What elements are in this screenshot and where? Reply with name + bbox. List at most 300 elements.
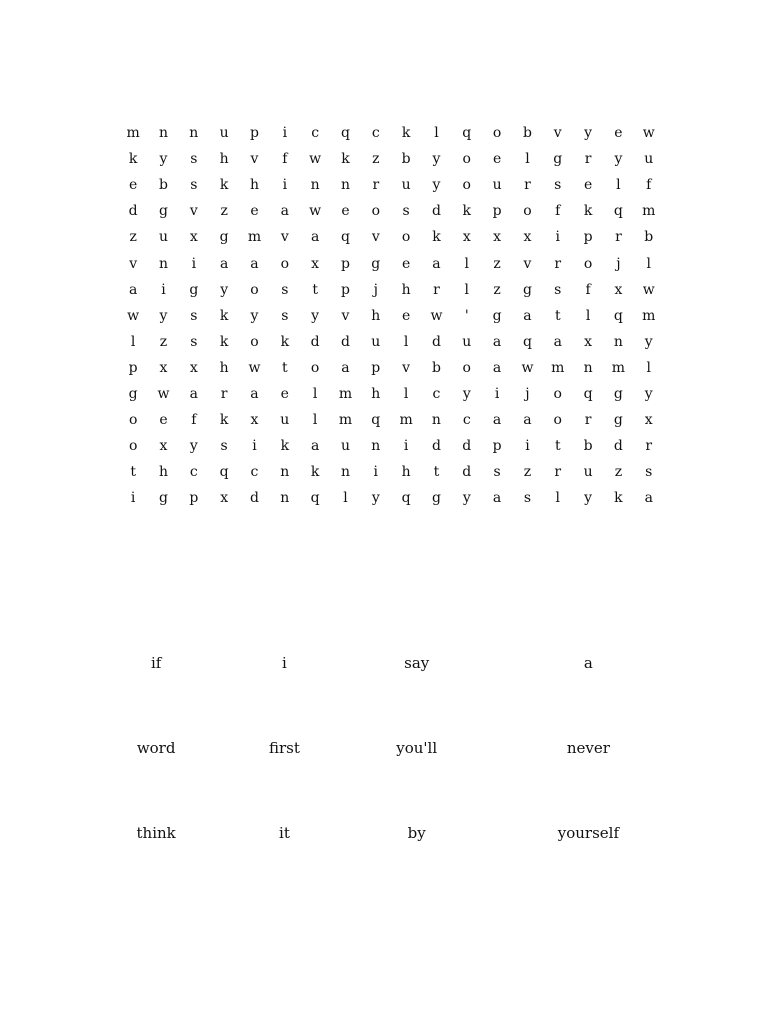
grid-letter: h <box>371 307 381 324</box>
grid-letter: u <box>219 125 229 142</box>
grid-letter: k <box>219 307 229 324</box>
grid-letter: z <box>493 281 501 298</box>
grid-letter: l <box>464 255 470 272</box>
grid-letter: d <box>431 333 441 350</box>
grid-letter: o <box>128 438 138 455</box>
grid-letter: y <box>189 438 198 455</box>
grid-row <box>118 120 664 146</box>
grid-letter: a <box>432 255 441 272</box>
grid-letter: m <box>338 412 353 429</box>
grid-letter: z <box>129 229 137 246</box>
grid-letter: o <box>250 333 259 350</box>
grid-letter: s <box>402 203 410 220</box>
grid-letter: p <box>371 359 381 376</box>
grid-letter: x <box>614 281 623 298</box>
grid-letter: x <box>250 412 259 429</box>
grid-letter: y <box>462 385 471 402</box>
grid-letter: k <box>310 464 320 481</box>
grid-letter: w <box>157 385 170 402</box>
grid-letter: l <box>434 125 439 142</box>
grid-letter: l <box>646 359 651 376</box>
grid-letter: s <box>190 151 198 168</box>
grid-letter: g <box>613 385 623 402</box>
grid-letter: a <box>492 359 502 376</box>
grid-letter: x <box>189 229 198 246</box>
grid-row <box>118 433 664 459</box>
grid-letter: l <box>555 490 560 507</box>
grid-letter: a <box>310 438 320 455</box>
grid-letter: l <box>616 177 621 194</box>
grid-letter: l <box>343 490 348 507</box>
grid-letter: n <box>431 412 441 429</box>
grid-letter: v <box>129 255 138 272</box>
grid-letter: v <box>523 255 532 272</box>
grid-letter: t <box>433 464 440 481</box>
grid-letter: f <box>191 412 197 429</box>
grid-letter: j <box>525 385 530 402</box>
grid-letter: i <box>373 464 379 481</box>
grid-row <box>118 355 664 381</box>
grid-row <box>118 250 664 276</box>
grid-letter: q <box>371 412 381 429</box>
grid-letter: j <box>616 255 621 272</box>
grid-letter: z <box>614 464 623 481</box>
grid-letter: o <box>462 177 471 194</box>
grid-letter: a <box>250 385 259 402</box>
grid-letter: l <box>403 333 409 350</box>
grid-letter: s <box>190 177 198 194</box>
grid-letter: u <box>371 333 381 350</box>
grid-letter: x <box>311 255 320 272</box>
grid-letter: x <box>159 359 168 376</box>
grid-letter: w <box>521 359 534 376</box>
grid-row <box>118 277 664 303</box>
grid-row <box>118 303 664 329</box>
grid-letter: p <box>340 255 350 272</box>
grid-letter: q <box>522 333 532 350</box>
grid-letter: a <box>310 229 320 246</box>
grid-letter: p <box>492 203 502 220</box>
grid-letter: x <box>159 438 168 455</box>
grid-letter: u <box>401 177 411 194</box>
grid-letter: f <box>585 281 591 298</box>
grid-letter: k <box>219 333 229 350</box>
grid-letter: j <box>373 281 378 298</box>
grid-letter: o <box>492 125 502 142</box>
grid-letter: k <box>462 203 472 220</box>
grid-letter: n <box>189 125 199 142</box>
grid-letter: m <box>338 385 353 402</box>
grid-letter: p <box>340 281 350 298</box>
grid-letter: m <box>399 412 413 429</box>
grid-letter: q <box>613 203 623 220</box>
grid-letter: u <box>340 438 350 455</box>
grid-letter: i <box>282 177 288 194</box>
word-bank-item: i <box>282 653 287 672</box>
grid-letter: a <box>250 255 259 272</box>
grid-letter: k <box>128 151 138 168</box>
grid-row <box>118 381 664 407</box>
grid-letter: k <box>432 229 441 246</box>
grid-letter: y <box>644 333 653 350</box>
grid-letter: x <box>644 412 653 429</box>
grid-letter: i <box>282 125 288 142</box>
grid-letter: a <box>492 412 502 429</box>
grid-letter: q <box>219 464 229 481</box>
word-bank-item: it <box>279 823 290 842</box>
grid-letter: e <box>280 385 289 402</box>
grid-letter: k <box>614 490 623 507</box>
grid-letter: v <box>371 229 380 246</box>
grid-letter: t <box>130 464 136 481</box>
grid-letter: v <box>341 307 350 324</box>
grid-letter: x <box>493 229 502 246</box>
grid-letter: z <box>493 255 501 272</box>
grid-letter: y <box>462 490 471 507</box>
grid-letter: h <box>219 151 229 168</box>
grid-letter: d <box>613 438 623 455</box>
grid-letter: g <box>159 490 168 507</box>
grid-letter: y <box>432 177 441 194</box>
grid-letter: c <box>250 464 259 481</box>
grid-letter: l <box>130 333 136 350</box>
grid-row <box>118 407 664 433</box>
grid-letter: n <box>613 333 623 350</box>
grid-letter: a <box>553 333 562 350</box>
grid-letter: k <box>280 438 290 455</box>
grid-letter: i <box>252 438 257 455</box>
grid-letter: l <box>464 281 470 298</box>
grid-letter: c <box>311 125 320 142</box>
grid-letter: g <box>613 412 623 429</box>
grid-letter: i <box>525 438 530 455</box>
grid-letter: y <box>432 151 441 168</box>
grid-letter: y <box>159 151 168 168</box>
grid-letter: s <box>281 281 289 298</box>
grid-letter: a <box>523 307 532 324</box>
grid-letter: i <box>130 490 136 507</box>
grid-letter: s <box>190 307 198 324</box>
grid-letter: r <box>524 177 531 194</box>
grid-letter: e <box>341 203 350 220</box>
word-bank-row <box>92 620 692 705</box>
grid-letter: h <box>219 359 229 376</box>
grid-letter: u <box>280 412 290 429</box>
word-bank-item: think <box>136 823 176 842</box>
word-bank-item: never <box>566 738 610 757</box>
grid-letter: k <box>280 333 290 350</box>
grid-letter: h <box>158 464 168 481</box>
grid-letter: o <box>401 229 411 246</box>
grid-letter: y <box>644 385 653 402</box>
grid-letter: h <box>371 385 381 402</box>
grid-letter: y <box>311 307 320 324</box>
grid-letter: l <box>403 385 409 402</box>
grid-letter: r <box>615 229 622 246</box>
grid-letter: e <box>401 307 411 324</box>
grid-letter: y <box>584 490 593 507</box>
grid-letter: d <box>249 490 259 507</box>
grid-letter: h <box>249 177 259 194</box>
grid-letter: a <box>644 490 653 507</box>
grid-letter: n <box>280 464 290 481</box>
grid-letter: g <box>431 490 441 507</box>
grid-letter: l <box>525 151 530 168</box>
grid-letter: n <box>158 255 168 272</box>
grid-letter: w <box>309 151 322 168</box>
grid-letter: b <box>522 125 532 142</box>
grid-letter: r <box>554 255 562 272</box>
grid-letter: o <box>371 203 380 220</box>
grid-letter: a <box>523 412 532 429</box>
grid-letter: s <box>554 281 562 298</box>
grid-letter: g <box>522 281 532 298</box>
grid-row <box>118 329 664 355</box>
grid-letter: q <box>340 125 350 142</box>
grid-letter: z <box>372 151 380 168</box>
grid-letter: e <box>159 412 168 429</box>
grid-letter: k <box>219 177 229 194</box>
grid-letter: k <box>341 151 350 168</box>
grid-letter: k <box>583 203 593 220</box>
grid-letter: y <box>371 490 380 507</box>
grid-letter: l <box>312 385 318 402</box>
grid-row <box>118 198 664 224</box>
word-bank-row <box>92 790 692 875</box>
grid-letter: i <box>191 255 197 272</box>
grid-letter: t <box>312 281 318 298</box>
grid-letter: g <box>189 281 199 298</box>
grid-letter: q <box>401 490 411 507</box>
grid-letter: o <box>250 281 259 298</box>
grid-letter: c <box>371 125 380 142</box>
grid-letter: n <box>340 464 350 481</box>
grid-letter: f <box>646 177 652 194</box>
grid-letter: d <box>431 438 441 455</box>
grid-letter: i <box>555 229 560 246</box>
grid-letter: c <box>432 385 441 402</box>
grid-letter: q <box>462 125 472 142</box>
grid-row <box>118 172 664 198</box>
grid-letter: p <box>583 229 593 246</box>
grid-letter: u <box>492 177 502 194</box>
grid-letter: z <box>220 203 228 220</box>
word-bank-item: a <box>583 653 593 672</box>
grid-letter: r <box>645 438 653 455</box>
word-bank-row <box>92 705 692 790</box>
grid-letter: o <box>553 385 562 402</box>
grid-letter: g <box>128 385 138 402</box>
grid-letter: g <box>492 307 502 324</box>
grid-letter: q <box>310 490 320 507</box>
grid-letter: r <box>554 464 562 481</box>
grid-letter: r <box>584 412 592 429</box>
word-bank-item: yourself <box>557 823 620 842</box>
grid-letter: o <box>128 412 138 429</box>
grid-letter: a <box>492 490 502 507</box>
grid-letter: z <box>159 333 168 350</box>
grid-letter: u <box>462 333 472 350</box>
grid-letter: ' <box>464 307 469 324</box>
grid-letter: n <box>310 177 320 194</box>
grid-letter: h <box>401 281 411 298</box>
grid-letter: a <box>341 359 350 376</box>
grid-letter: y <box>250 307 259 324</box>
grid-letter: o <box>462 151 471 168</box>
grid-letter: t <box>554 438 561 455</box>
grid-letter: i <box>161 281 166 298</box>
grid-letter: p <box>249 125 259 142</box>
grid-letter: p <box>189 490 199 507</box>
grid-letter: e <box>401 255 411 272</box>
grid-row <box>118 146 664 172</box>
grid-letter: q <box>583 385 593 402</box>
grid-letter: o <box>280 255 290 272</box>
grid-letter: k <box>219 412 229 429</box>
grid-letter: b <box>431 359 441 376</box>
grid-letter: o <box>583 255 593 272</box>
grid-letter: p <box>492 438 502 455</box>
grid-letter: u <box>583 464 593 481</box>
grid-letter: o <box>462 359 471 376</box>
grid-letter: h <box>401 464 411 481</box>
grid-letter: u <box>158 229 168 246</box>
grid-letter: p <box>128 359 138 376</box>
grid-letter: b <box>159 177 168 194</box>
grid-letter: a <box>219 255 229 272</box>
grid-letter: s <box>220 438 228 455</box>
grid-letter: s <box>645 464 653 481</box>
grid-letter: s <box>493 464 501 481</box>
grid-letter: b <box>583 438 593 455</box>
grid-letter: k <box>401 125 411 142</box>
grid-letter: e <box>129 177 138 194</box>
word-bank-item: first <box>268 738 300 757</box>
grid-letter: n <box>340 177 350 194</box>
grid-letter: d <box>340 333 350 350</box>
grid-letter: n <box>158 125 168 142</box>
word-bank-item: by <box>407 823 426 842</box>
grid-letter: z <box>523 464 532 481</box>
grid-letter: d <box>310 333 320 350</box>
grid-letter: a <box>280 203 289 220</box>
grid-letter: t <box>554 307 561 324</box>
word-bank-item: word <box>136 738 176 757</box>
grid-letter: r <box>584 151 592 168</box>
grid-letter: x <box>189 359 198 376</box>
grid-letter: a <box>189 385 198 402</box>
grid-row <box>118 485 664 511</box>
grid-letter: w <box>127 307 140 324</box>
grid-letter: q <box>613 307 623 324</box>
grid-letter: r <box>220 385 228 402</box>
grid-letter: m <box>126 125 140 142</box>
grid-row <box>118 224 664 250</box>
grid-letter: s <box>554 177 562 194</box>
grid-letter: w <box>309 203 322 220</box>
grid-letter: b <box>644 229 654 246</box>
grid-letter: d <box>128 203 138 220</box>
grid-letter: x <box>220 490 229 507</box>
grid-letter: v <box>250 151 259 168</box>
grid-letter: f <box>555 203 561 220</box>
grid-letter: e <box>583 177 593 194</box>
grid-letter: x <box>462 229 471 246</box>
grid-letter: x <box>584 333 593 350</box>
grid-letter: v <box>189 203 198 220</box>
grid-letter: o <box>523 203 532 220</box>
grid-letter: v <box>402 359 411 376</box>
grid-letter: r <box>372 177 380 194</box>
word-bank-item: you'll <box>396 738 438 757</box>
grid-letter: s <box>190 333 198 350</box>
grid-letter: n <box>583 359 593 376</box>
word-bank-item: if <box>150 653 162 672</box>
grid-letter: a <box>492 333 502 350</box>
grid-letter: i <box>494 385 500 402</box>
grid-letter: o <box>310 359 320 376</box>
grid-letter: r <box>433 281 440 298</box>
grid-letter: l <box>646 255 651 272</box>
grid-letter: b <box>401 151 411 168</box>
grid-letter: x <box>523 229 532 246</box>
grid-letter: s <box>523 490 532 507</box>
grid-letter: e <box>492 151 502 168</box>
grid-letter: v <box>280 229 289 246</box>
grid-letter: c <box>462 412 471 429</box>
grid-letter: d <box>462 438 472 455</box>
word-search-grid <box>118 120 664 512</box>
grid-letter: y <box>584 125 593 142</box>
grid-letter: l <box>585 307 591 324</box>
grid-letter: m <box>642 203 656 220</box>
grid-letter: t <box>281 359 288 376</box>
grid-letter: d <box>462 464 472 481</box>
grid-letter: e <box>250 203 259 220</box>
word-bank <box>92 620 692 875</box>
grid-letter: w <box>248 359 261 376</box>
grid-letter: s <box>281 307 289 324</box>
grid-letter: e <box>614 125 623 142</box>
grid-letter: n <box>371 438 381 455</box>
word-bank-item: say <box>404 653 430 672</box>
grid-letter: u <box>644 151 654 168</box>
grid-letter: w <box>430 307 443 324</box>
grid-row <box>118 459 664 485</box>
grid-letter: n <box>280 490 290 507</box>
grid-letter: c <box>189 464 198 481</box>
grid-letter: m <box>642 307 656 324</box>
grid-letter: g <box>371 255 381 272</box>
grid-letter: y <box>159 307 168 324</box>
grid-letter: w <box>642 125 655 142</box>
grid-letter: f <box>282 151 288 168</box>
grid-letter: o <box>553 412 562 429</box>
grid-letter: m <box>611 359 626 376</box>
grid-letter: l <box>312 412 318 429</box>
grid-letter: m <box>551 359 565 376</box>
grid-letter: i <box>403 438 409 455</box>
grid-letter: a <box>128 281 138 298</box>
grid-letter: w <box>642 281 655 298</box>
grid-letter: g <box>219 229 229 246</box>
grid-letter: q <box>340 229 350 246</box>
grid-letter: v <box>553 125 562 142</box>
grid-letter: y <box>614 151 623 168</box>
grid-letter: g <box>553 151 563 168</box>
grid-letter: d <box>431 203 441 220</box>
grid-letter: g <box>159 203 168 220</box>
